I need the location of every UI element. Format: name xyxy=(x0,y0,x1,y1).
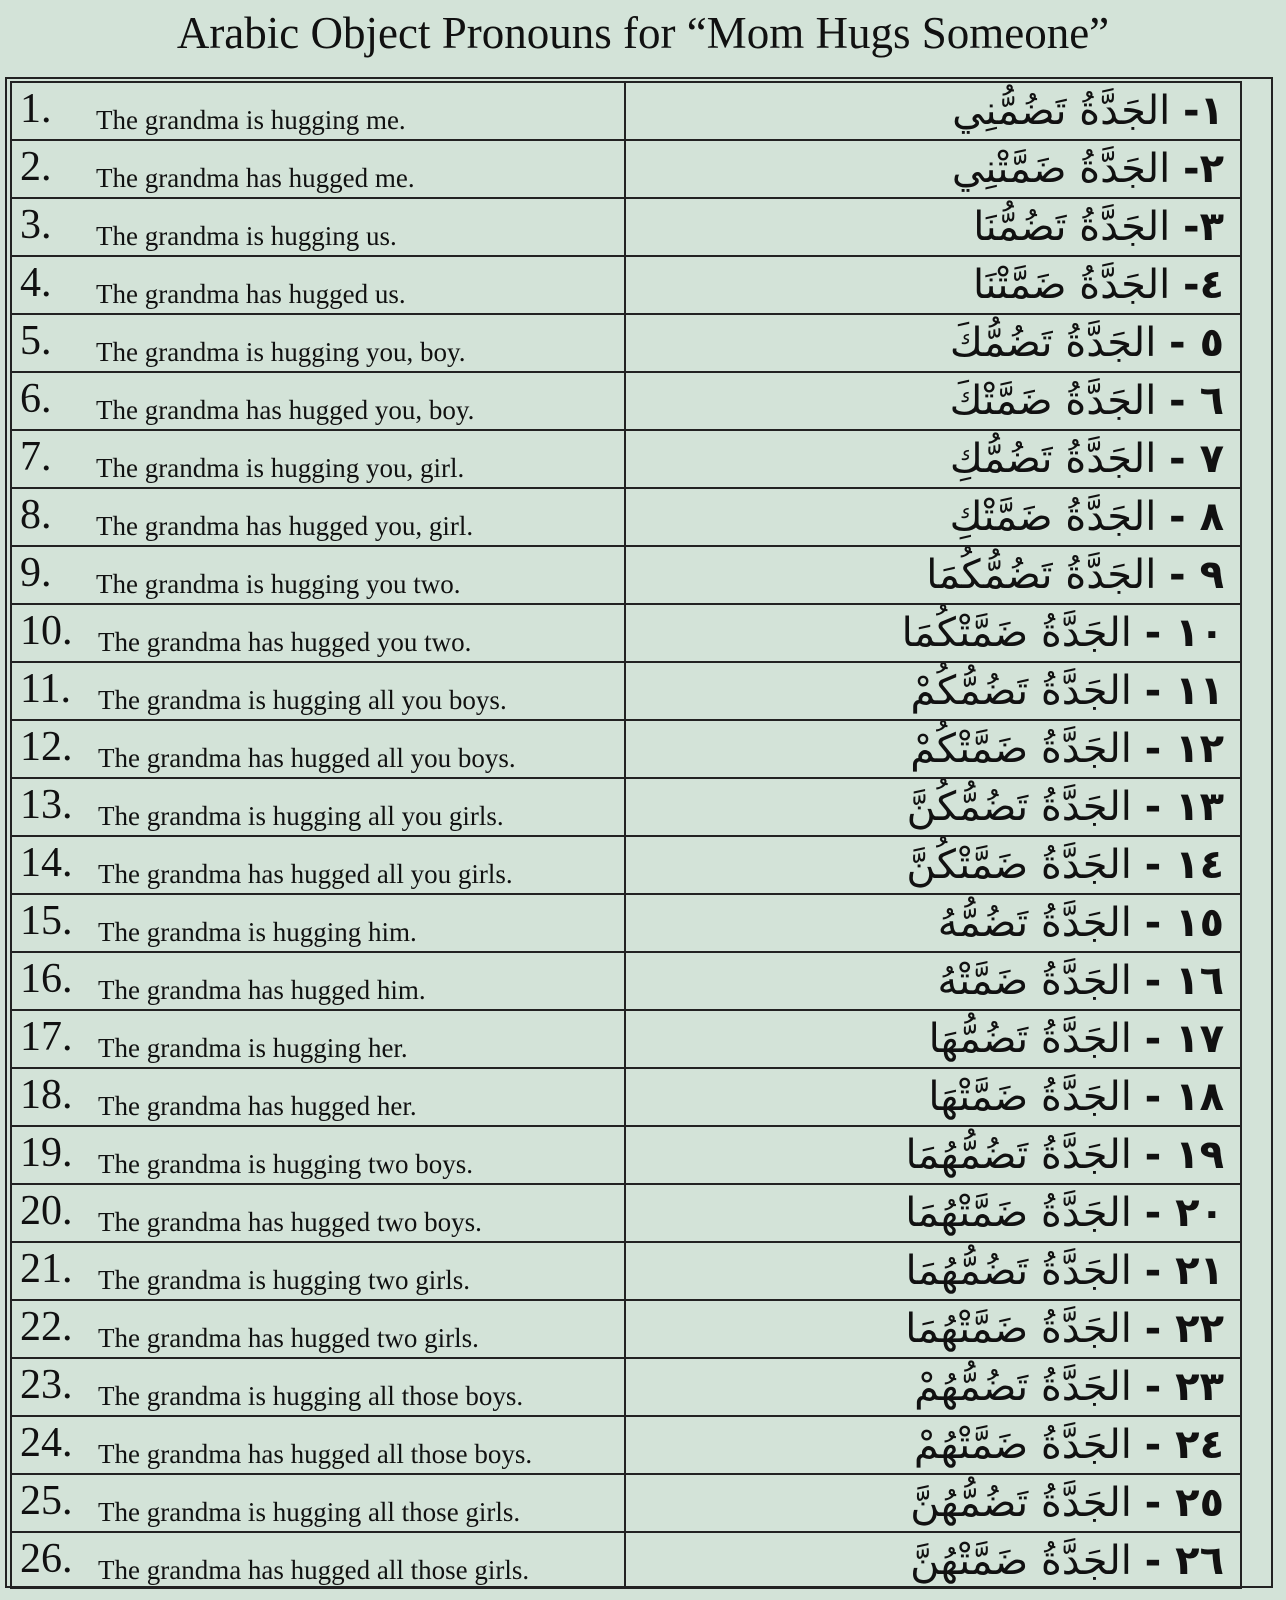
english-cell xyxy=(18,431,618,487)
arabic-sentence: الجَدَّةُ ضَمَّتْنَا xyxy=(973,262,1171,308)
arabic-row-number: ٣- xyxy=(1182,204,1224,250)
arabic-row-number: ١٥ - xyxy=(1144,900,1224,946)
row-number: 24. xyxy=(20,1420,73,1466)
row-number: 4. xyxy=(20,260,52,306)
arabic-row-number: ٧ - xyxy=(1169,436,1224,482)
arabic-cell xyxy=(644,199,1224,255)
row-number: 17. xyxy=(20,1014,73,1060)
row-number: 13. xyxy=(20,782,73,828)
arabic-cell xyxy=(644,1243,1224,1299)
column-divider xyxy=(624,663,626,719)
column-divider xyxy=(624,837,626,893)
arabic-sentence: الجَدَّةُ ضَمَّتْكَ xyxy=(949,378,1157,424)
arabic-cell xyxy=(644,141,1224,197)
arabic-cell xyxy=(644,83,1224,139)
row-number: 3. xyxy=(20,202,52,248)
arabic-cell xyxy=(644,1417,1224,1473)
arabic-row-number: ٤- xyxy=(1182,262,1224,308)
arabic-cell xyxy=(644,431,1224,487)
english-cell xyxy=(18,779,618,835)
table-row xyxy=(10,197,1242,255)
arabic-cell xyxy=(644,1475,1224,1531)
english-sentence: The grandma has hugged all those boys. xyxy=(98,1439,533,1469)
table-row xyxy=(10,835,1242,893)
english-cell xyxy=(18,1417,618,1473)
row-number: 6. xyxy=(20,376,52,422)
arabic-sentence: الجَدَّةُ تَضُمُّهَا xyxy=(928,1016,1132,1062)
english-cell xyxy=(18,1301,618,1357)
arabic-row-number: ١١ - xyxy=(1144,668,1224,714)
english-cell xyxy=(18,663,618,719)
row-number: 23. xyxy=(20,1362,73,1408)
pronoun-table xyxy=(10,81,1242,1589)
arabic-row-number: ١- xyxy=(1182,88,1224,134)
arabic-sentence: الجَدَّةُ ضَمَّتْهُنَّ xyxy=(910,1538,1132,1584)
arabic-row-number: ٢٠ - xyxy=(1144,1190,1224,1236)
arabic-sentence: الجَدَّةُ ضَمَّتْهُمْ xyxy=(913,1422,1132,1468)
arabic-cell xyxy=(644,489,1224,545)
column-divider xyxy=(624,1475,626,1531)
arabic-sentence: الجَدَّةُ تَضُمُّهُمَا xyxy=(905,1248,1132,1294)
row-number: 22. xyxy=(20,1304,73,1350)
english-sentence: The grandma is hugging two boys. xyxy=(98,1149,473,1179)
row-number: 11. xyxy=(20,666,71,712)
row-number: 19. xyxy=(20,1130,73,1176)
arabic-cell xyxy=(644,953,1224,1009)
arabic-row-number: ٢- xyxy=(1182,146,1224,192)
english-cell xyxy=(18,895,618,951)
table-row xyxy=(10,371,1242,429)
arabic-sentence: الجَدَّةُ ضَمَّتْكُمْ xyxy=(910,726,1132,772)
row-number: 15. xyxy=(20,898,73,944)
arabic-sentence: الجَدَّةُ تَضُمُّهُ xyxy=(937,900,1132,946)
english-sentence: The grandma has hugged you two. xyxy=(98,627,472,657)
table-row xyxy=(10,1531,1242,1589)
english-cell xyxy=(18,489,618,545)
english-cell xyxy=(18,837,618,893)
arabic-row-number: ١٦ - xyxy=(1144,958,1224,1004)
column-divider xyxy=(624,315,626,371)
table-row xyxy=(10,487,1242,545)
arabic-cell xyxy=(644,1185,1224,1241)
english-sentence: The grandma has hugged us. xyxy=(96,279,406,309)
arabic-row-number: ١٢ - xyxy=(1144,726,1224,772)
table-row xyxy=(10,777,1242,835)
page-title: Arabic Object Pronouns for “Mom Hugs Someone” xyxy=(176,8,1110,58)
english-cell xyxy=(18,1243,618,1299)
row-number: 1. xyxy=(20,86,52,132)
arabic-row-number: ٢٦ - xyxy=(1144,1538,1224,1584)
english-sentence: The grandma has hugged all you boys. xyxy=(98,743,516,773)
row-number: 5. xyxy=(20,318,52,364)
arabic-sentence: الجَدَّةُ تَضُمُّهُمَا xyxy=(905,1132,1132,1178)
english-cell xyxy=(18,141,618,197)
row-number: 16. xyxy=(20,956,73,1002)
arabic-cell xyxy=(644,605,1224,661)
row-number: 14. xyxy=(20,840,73,886)
arabic-cell xyxy=(644,1359,1224,1415)
row-number: 18. xyxy=(20,1072,73,1118)
column-divider xyxy=(624,141,626,197)
english-cell xyxy=(18,1011,618,1067)
english-sentence: The grandma is hugging him. xyxy=(98,917,417,947)
column-divider xyxy=(624,257,626,313)
column-divider xyxy=(624,895,626,951)
row-number: 2. xyxy=(20,144,52,190)
table-row xyxy=(10,1183,1242,1241)
table-row xyxy=(10,255,1242,313)
column-divider xyxy=(624,1127,626,1183)
arabic-sentence: الجَدَّةُ تَضُمُّنَا xyxy=(973,204,1171,250)
arabic-cell xyxy=(644,1069,1224,1125)
arabic-row-number: ٦ - xyxy=(1169,378,1224,424)
column-divider xyxy=(624,83,626,139)
english-cell xyxy=(18,1127,618,1183)
table-row xyxy=(10,313,1242,371)
arabic-row-number: ١٨ - xyxy=(1144,1074,1224,1120)
arabic-row-number: ٢٢ - xyxy=(1144,1306,1224,1352)
english-sentence: The grandma is hugging all you boys. xyxy=(98,685,507,715)
english-cell xyxy=(18,721,618,777)
row-number: 9. xyxy=(20,550,52,596)
arabic-sentence: الجَدَّةُ تَضُمُّهُنَّ xyxy=(910,1480,1132,1526)
english-sentence: The grandma is hugging all you girls. xyxy=(98,801,504,831)
arabic-cell xyxy=(644,1301,1224,1357)
english-sentence: The grandma has hugged all those girls. xyxy=(98,1555,530,1585)
english-sentence: The grandma is hugging you, girl. xyxy=(96,453,465,483)
arabic-sentence: الجَدَّةُ تَضُمُّكُمَا xyxy=(926,552,1157,598)
arabic-sentence: الجَدَّةُ ضَمَّتْكُنَّ xyxy=(906,842,1132,888)
arabic-cell xyxy=(644,373,1224,429)
row-number: 10. xyxy=(20,608,73,654)
column-divider xyxy=(624,721,626,777)
english-sentence: The grandma has hugged her. xyxy=(98,1091,417,1121)
column-divider xyxy=(624,199,626,255)
table-row xyxy=(10,719,1242,777)
arabic-cell xyxy=(644,721,1224,777)
english-sentence: The grandma is hugging all those girls. xyxy=(98,1497,521,1527)
english-sentence: The grandma has hugged me. xyxy=(96,163,415,193)
table-row xyxy=(10,661,1242,719)
arabic-sentence: الجَدَّةُ تَضُمُّكِ xyxy=(949,436,1157,482)
arabic-row-number: ٨ - xyxy=(1169,494,1224,540)
arabic-row-number: ٢٥ - xyxy=(1144,1480,1224,1526)
column-divider xyxy=(624,431,626,487)
row-number: 12. xyxy=(20,724,73,770)
arabic-row-number: ٢٤ - xyxy=(1144,1422,1224,1468)
table-row xyxy=(10,893,1242,951)
english-cell xyxy=(18,1069,618,1125)
column-divider xyxy=(624,1417,626,1473)
english-cell xyxy=(18,1359,618,1415)
arabic-cell xyxy=(644,895,1224,951)
row-number: 8. xyxy=(20,492,52,538)
english-cell xyxy=(18,373,618,429)
row-number: 20. xyxy=(20,1188,73,1234)
arabic-sentence: الجَدَّةُ ضَمَّتْكِ xyxy=(949,494,1157,540)
english-cell xyxy=(18,257,618,313)
english-sentence: The grandma is hugging two girls. xyxy=(98,1265,470,1295)
english-cell xyxy=(18,953,618,1009)
arabic-row-number: ١٧ - xyxy=(1144,1016,1224,1062)
arabic-sentence: الجَدَّةُ تَضُمُّهُمْ xyxy=(914,1364,1132,1410)
column-divider xyxy=(624,779,626,835)
english-sentence: The grandma has hugged you, girl. xyxy=(96,511,474,541)
arabic-row-number: ١٠ - xyxy=(1144,610,1224,656)
english-sentence: The grandma is hugging us. xyxy=(96,221,397,251)
english-sentence: The grandma has hugged two boys. xyxy=(98,1207,482,1237)
column-divider xyxy=(624,1301,626,1357)
table-row xyxy=(10,951,1242,1009)
column-divider xyxy=(624,953,626,1009)
english-sentence: The grandma is hugging you two. xyxy=(96,569,461,599)
english-cell xyxy=(18,199,618,255)
table-row xyxy=(10,1125,1242,1183)
table-row xyxy=(10,603,1242,661)
column-divider xyxy=(624,1011,626,1067)
table-row xyxy=(10,1473,1242,1531)
arabic-row-number: ٩ - xyxy=(1169,552,1224,598)
table-row xyxy=(10,1299,1242,1357)
english-cell xyxy=(18,1533,618,1587)
arabic-cell xyxy=(644,779,1224,835)
arabic-cell xyxy=(644,547,1224,603)
arabic-sentence: الجَدَّةُ ضَمَّتْهُمَا xyxy=(905,1190,1132,1236)
english-cell xyxy=(18,605,618,661)
column-divider xyxy=(624,373,626,429)
table-row xyxy=(10,545,1242,603)
table-row xyxy=(10,139,1242,197)
english-sentence: The grandma has hugged all you girls. xyxy=(98,859,513,889)
english-cell xyxy=(18,315,618,371)
arabic-sentence: الجَدَّةُ ضَمَّتْكُمَا xyxy=(901,610,1132,656)
english-sentence: The grandma is hugging her. xyxy=(98,1033,408,1063)
row-number: 25. xyxy=(20,1478,73,1524)
english-cell xyxy=(18,1185,618,1241)
arabic-row-number: ١٣ - xyxy=(1144,784,1224,830)
arabic-row-number: ٥ - xyxy=(1169,320,1224,366)
row-number: 7. xyxy=(20,434,52,480)
arabic-sentence: الجَدَّةُ تَضُمُّكُمْ xyxy=(910,668,1132,714)
arabic-cell xyxy=(644,315,1224,371)
arabic-sentence: الجَدَّةُ تَضُمُّنِي xyxy=(952,88,1171,134)
arabic-row-number: ١٤ - xyxy=(1144,842,1224,888)
english-cell xyxy=(18,547,618,603)
row-number: 21. xyxy=(20,1246,73,1292)
arabic-cell xyxy=(644,663,1224,719)
column-divider xyxy=(624,1243,626,1299)
table-row xyxy=(10,1357,1242,1415)
arabic-row-number: ١٩ - xyxy=(1144,1132,1224,1178)
arabic-sentence: الجَدَّةُ ضَمَّتْنِي xyxy=(951,146,1171,192)
english-cell xyxy=(18,83,618,139)
column-divider xyxy=(624,1359,626,1415)
table-row xyxy=(10,1241,1242,1299)
column-divider xyxy=(624,489,626,545)
english-sentence: The grandma is hugging all those boys. xyxy=(98,1381,524,1411)
english-sentence: The grandma is hugging me. xyxy=(96,105,406,135)
table-row xyxy=(10,1415,1242,1473)
arabic-cell xyxy=(644,257,1224,313)
arabic-cell xyxy=(644,1127,1224,1183)
arabic-cell xyxy=(644,1533,1224,1587)
english-sentence: The grandma has hugged you, boy. xyxy=(96,395,475,425)
column-divider xyxy=(624,1533,626,1587)
column-divider xyxy=(624,547,626,603)
english-sentence: The grandma is hugging you, boy. xyxy=(96,337,466,367)
table-row xyxy=(10,81,1242,139)
arabic-cell xyxy=(644,1011,1224,1067)
column-divider xyxy=(624,605,626,661)
arabic-cell xyxy=(644,837,1224,893)
table-row xyxy=(10,429,1242,487)
arabic-row-number: ٢١ - xyxy=(1144,1248,1224,1294)
row-number: 26. xyxy=(20,1536,73,1582)
table-row xyxy=(10,1067,1242,1125)
arabic-sentence: الجَدَّةُ تَضُمُّكُنَّ xyxy=(906,784,1132,830)
arabic-sentence: الجَدَّةُ ضَمَّتْهُ xyxy=(937,958,1132,1004)
english-sentence: The grandma has hugged two girls. xyxy=(98,1323,479,1353)
arabic-sentence: الجَدَّةُ ضَمَّتْهُمَا xyxy=(905,1306,1132,1352)
column-divider xyxy=(624,1185,626,1241)
english-cell xyxy=(18,1475,618,1531)
arabic-row-number: ٢٣ - xyxy=(1144,1364,1224,1410)
arabic-sentence: الجَدَّةُ تَضُمُّكَ xyxy=(949,320,1157,366)
table-row xyxy=(10,1009,1242,1067)
arabic-sentence: الجَدَّةُ ضَمَّتْهَا xyxy=(928,1074,1132,1120)
column-divider xyxy=(624,1069,626,1125)
english-sentence: The grandma has hugged him. xyxy=(98,975,426,1005)
